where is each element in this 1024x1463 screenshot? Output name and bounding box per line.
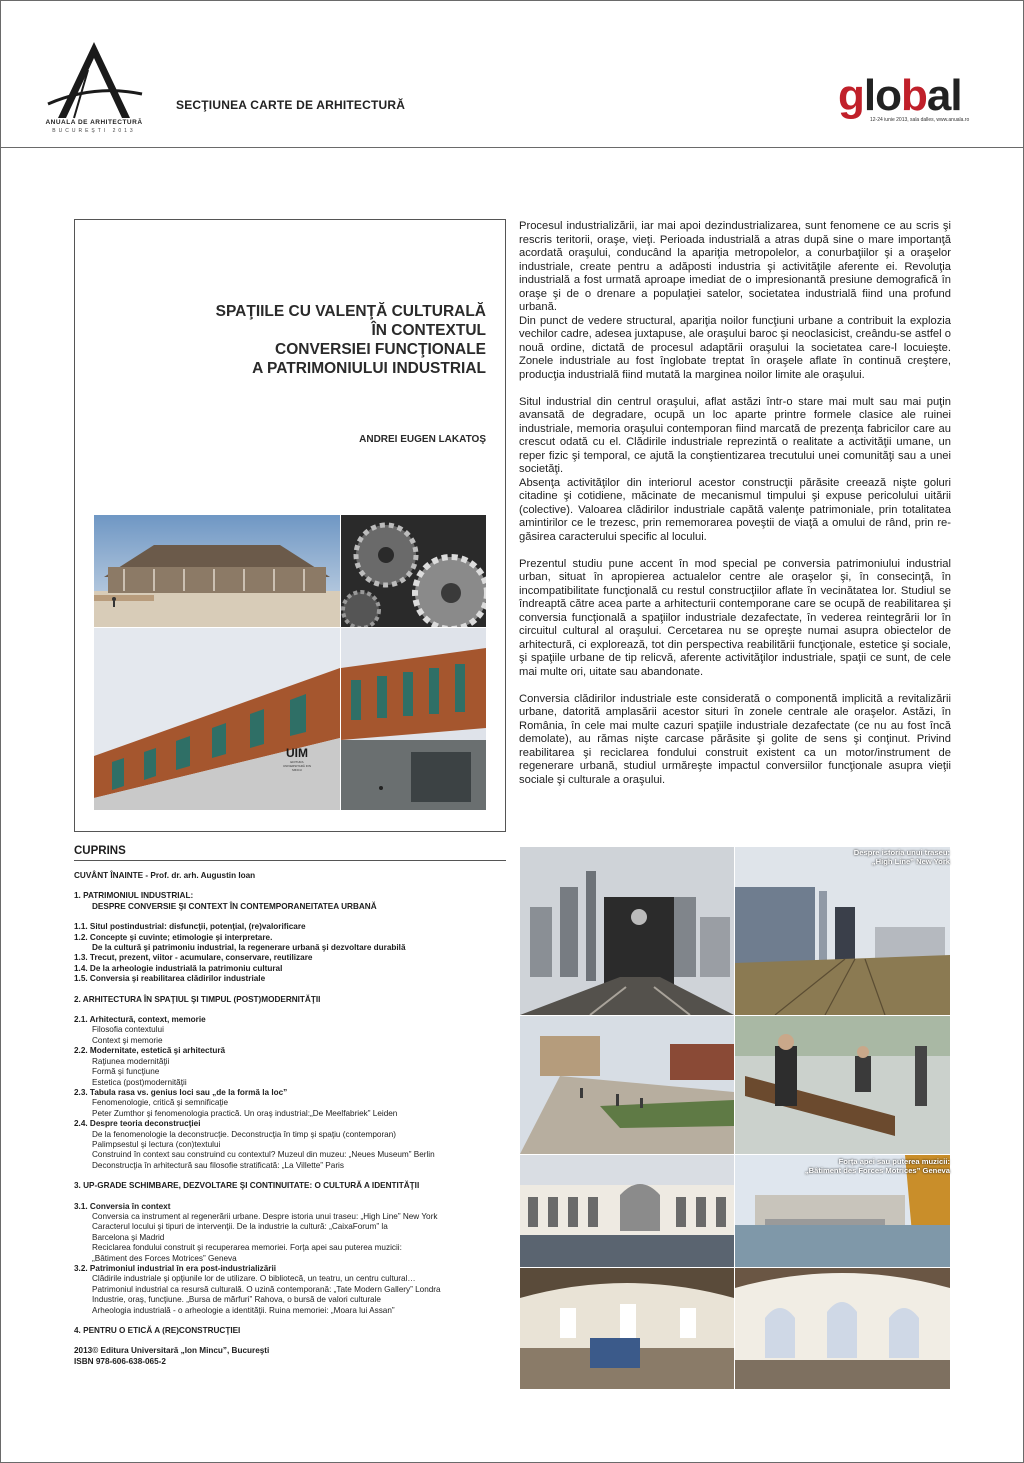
toc-line: „Bâtiment des Forces Motrices” Geneva xyxy=(92,1253,237,1263)
global-subtitle: 12-24 iunie 2013, sala dalles, www.anuala.ro xyxy=(870,117,970,123)
photo-high-line-train xyxy=(520,847,734,1015)
photo-forces-interior-arches xyxy=(735,1268,950,1389)
logo-subtext: BUCUREȘTI 2013 xyxy=(52,128,136,134)
toc-line: 1.1. Situl postindustrial: disfuncţii, potenţial, (re)valorificare xyxy=(74,922,306,932)
photo-high-line-walkway xyxy=(520,1016,734,1154)
toc-line: Construind în context sau construind cu contextul? Muzeul din muzeu: „Neues Museum” Berlin xyxy=(92,1150,435,1160)
caption-forces-motrices: Forţa apei sau puterea muzicii: „Bâtiment des Forces Motrices” Geneva xyxy=(804,1157,950,1175)
intro-paragraph: Situl industrial din centrul oraşului, aflat astăzi într-o stare mai mult sau mai puţin avansată de degradare, ocupă un loc aparte printre formele clasice ale ruinei industriale, memoria oraşului contemporan fiind marcată de prezenţa fabricilor care au crescut odată cu el. Clădirile industriale reprezintă o realitate a activităţii umane, un reper fizic şi temporal, ce ajută la conştientizarea trecutului unei comunităţi sau a unei societăţi. xyxy=(519,395,951,475)
intro-paragraph: Procesul industrializării, iar mai apoi dezindustrializarea, sunt fenomene ce au scris şi rescris teritorii, oraşe, vieţi. Perioada industrială a atras după sine o mare importanţă acordată oraşului, conducând la apariţia metropolelor, a conurbaţiilor şi a oraşelor industriale, create pentru a adăposti industria şi activităţile aferente ei. Revoluţia industrială a fost urmată aproape imediat de o impresionantă presiune demografică în oraşe şi de o drenare a populaţiei satelor, societatea industrială fiind una profund urbană. xyxy=(519,220,951,313)
photo-forces-motrices-facade xyxy=(520,1155,734,1267)
photo-brick-facade xyxy=(94,628,340,810)
toc-line: 1.3. Trecut, prezent, viitor - acumulare, conservare, reutilizare xyxy=(74,953,313,963)
intro-paragraph: Conversia clădirilor industriale este considerată o componentă implicită a revitalizării urbane, datorită amplasării acestor situri în zonele centrale ale oraşelor. Astăzi, în România, în cele mai multe cazuri spaţiile industriale dezafectate (ce nu au fost încă demolate), au rămas nişte carcase părăsite şi golite de sens şi conţinut. Privind reabilitarea şi reciclarea fondului construit existent ca un motor/instrument de regenerare urbană, studiul urmăreşte impactul conversiilor funcţionale asupra vieţii sociale şi culturale a oraşului. xyxy=(519,692,951,786)
toc-line: De la cultură şi patrimoniu industrial, la regenerare urbană şi dezvoltare durabilă xyxy=(92,943,406,953)
photo-gears xyxy=(341,515,486,627)
toc-line: Conversia ca instrument al regenerării urbane. Despre istoria unui traseu: „High Line” New York xyxy=(92,1211,438,1221)
book-author: ANDREI EUGEN LAKATOŞ xyxy=(359,434,486,445)
toc-line: Raţiunea modernităţii xyxy=(92,1056,170,1066)
toc-line: Peter Zumthor şi fenomenologia practică. Un oraş industrial:„De Meelfabriek” Leiden xyxy=(92,1108,398,1118)
toc-line: Fenomenologie, critică şi semnificaţie xyxy=(92,1098,229,1108)
toc-line: 2.3. Tabula rasa vs. genius loci sau „de la formă la loc” xyxy=(74,1087,288,1097)
toc-lines xyxy=(74,871,506,1367)
caption-high-line: Despre istoria unui traseu: „High Line” New York xyxy=(853,848,950,866)
global-logo: global xyxy=(838,71,962,120)
intro-paragraph: Din punct de vedere structural, apariţia noilor funcţiuni urbane a contribuit la explozia vechilor cadre, adesea juxtapuse, ale oraşului baroc şi neoclasicist, creându-se astfel o nouă ordine, dictată de procesul adaptării oraşului la societatea care-l locuieşte. Zonele industriale au fost înglobate treptat în oraşele aflate în continuă creştere, producţia industrială fiind mutată la marginea noilor limite ale oraşului. xyxy=(519,314,951,381)
intro-paragraph: Absenţa activităţilor din interiorul acestor construcţii părăsite creează nişte goluri citadine şi cotidiene, măcinate de mecanismul timpului şi expuse pericolului uitării (colective). Valoarea clădirilor industriale capătă valenţe patrimoniale, prin totalitatea amintirilor ce le trezesc, prin rememorarea poveştii de viaţă a omului de rând, prin re-găsirea caracterului specific al locului. xyxy=(519,476,951,543)
logo-text: ANUALA DE ARHITECTURĂ xyxy=(45,119,143,126)
toc-line: 3.2. Patrimoniul industrial în era post-industrializării xyxy=(74,1264,276,1273)
section-title: SECŢIUNEA CARTE DE ARHITECTURĂ xyxy=(176,98,406,112)
toc-line: 2. ARHITECTURA ÎN SPAŢIUL ŞI TIMPUL (POST)MODERNITĂŢII xyxy=(74,994,321,1004)
toc-line: Clădirile industriale şi opţiunile lor de utilizare. O bibliotecă, un teatru, un centru cultural… xyxy=(92,1274,416,1284)
photo-halle-pavilion xyxy=(94,515,340,627)
toc-line: Palimpsestul şi lectura (con)textului xyxy=(92,1139,221,1149)
toc-line: 4. PENTRU O ETICĂ A (RE)CONSTRUCŢIEI xyxy=(74,1326,241,1336)
toc-line: 2.2. Modernitate, estetică şi arhitectură xyxy=(74,1046,226,1056)
toc-line: 2.4. Despre teoria deconstrucţiei xyxy=(74,1119,201,1129)
toc-line: Deconstrucţia în arhitectură sau filosofie stratificată: „La Villette” Paris xyxy=(92,1160,344,1170)
toc-line: 3.1. Conversia în context xyxy=(74,1201,171,1211)
toc-line: Reciclarea fondului construit şi recuperarea memoriei. Forţa apei sau puterea muzicii: xyxy=(92,1243,402,1253)
toc-line: 3. UP-GRADE SCHIMBARE, DEZVOLTARE ŞI CONTINUITATE: O CULTURĂ A IDENTITĂŢII xyxy=(74,1181,420,1191)
toc-line: Formă şi funcţiune xyxy=(92,1067,160,1077)
publisher-logo: UIM EDITURA UNIVERSITARĂ ION MINCU xyxy=(282,746,312,772)
intro-text xyxy=(519,220,951,787)
toc-line: Estetica (post)modernităţii xyxy=(92,1077,187,1087)
toc-line: De la fenomenologie la deconstrucţie. Deconstrucţia în timp şi spaţiu (contemporan) xyxy=(92,1129,397,1139)
table-of-contents xyxy=(74,845,506,1367)
toc-line: 2.1. Arhitectură, context, memorie xyxy=(74,1015,206,1025)
toc-line: 2013© Editura Universitară „Ion Mincu”, Bucureşti xyxy=(74,1346,270,1356)
photo-brick-interior xyxy=(341,628,486,810)
photo-high-line-benches xyxy=(735,1016,950,1154)
toc-title: CUPRINS xyxy=(74,845,506,861)
toc-line: 1.4. De la arheologie industrială la patrimoniu cultural xyxy=(74,963,283,973)
header xyxy=(0,0,1024,148)
toc-line: 1. PATRIMONIUL INDUSTRIAL: xyxy=(74,891,194,901)
toc-line: Caracterul locului şi tipuri de intervenţii. De la industrie la cultură: „CaixaForum” la xyxy=(92,1222,388,1232)
toc-line: ISBN 978-606-638-065-2 xyxy=(74,1356,166,1366)
photo-forces-interior-hall xyxy=(520,1268,734,1389)
toc-line: Arheologia industrială - o arheologie a identităţii. Ruina memoriei: „Moara lui Assan” xyxy=(92,1305,395,1315)
photo-high-line-overgrown xyxy=(735,847,950,1015)
toc-line: Filosofia contextului xyxy=(92,1025,164,1035)
toc-line: DESPRE CONVERSIE ŞI CONTEXT ÎN CONTEMPORANEITATEA URBANĂ xyxy=(92,901,377,911)
toc-line: 1.5. Conversia şi reabilitarea clădirilor industriale xyxy=(74,974,266,984)
toc-line: Industrie, oraş, funcţiune. „Bursa de mărfuri” Rahova, o bursă de valori culturale xyxy=(92,1295,381,1305)
toc-line: Barcelona şi Madrid xyxy=(92,1232,165,1242)
intro-paragraph: Prezentul studiu pune accent în mod special pe conversia patrimoniului industrial urban, situat în apropierea actualelor centre ale oraşelor şi, în consecinţă, în incompatibilitate funcţională cu restul construcţiilor aflate în vecinătatea lor. Studiul se îndreaptă către acea parte a arhitecturii contemporane care se ocupă de reabilitarea şi conversia funcţională a spaţiilor industriale dezafectate, în vederea reintegrării lor în circuitul cultural al oraşului. Cercetarea nu se opreşte numai asupra obiectelor de arhitectură, ci explorează, tot din perspectiva reabilitării funcţionale, estetice şi sociale, şi spaţiile urbane de tip relicvă, aferente activităţilor industriale, spaţii ce sunt, de cele mai multe ori, uitate sau abandonate. xyxy=(519,557,951,678)
book-title: SPAŢIILE CU VALENŢĂ CULTURALĂ ÎN CONTEXTUL CONVERSIEI FUNCŢIONALE A PATRIMONIULUI INDUSTRIAL xyxy=(215,303,486,377)
toc-line: Context şi memorie xyxy=(92,1035,163,1045)
toc-line: CUVÂNT ÎNAINTE - Prof. dr. arh. Augustin Ioan xyxy=(74,871,256,880)
toc-line: 1.2. Concepte şi cuvinte; etimologie şi interpretare. xyxy=(74,932,273,942)
toc-line: Patrimoniul industrial ca resursă culturală. O uzină contemporană: „Tate Modern Gallery” Londra xyxy=(92,1284,441,1294)
